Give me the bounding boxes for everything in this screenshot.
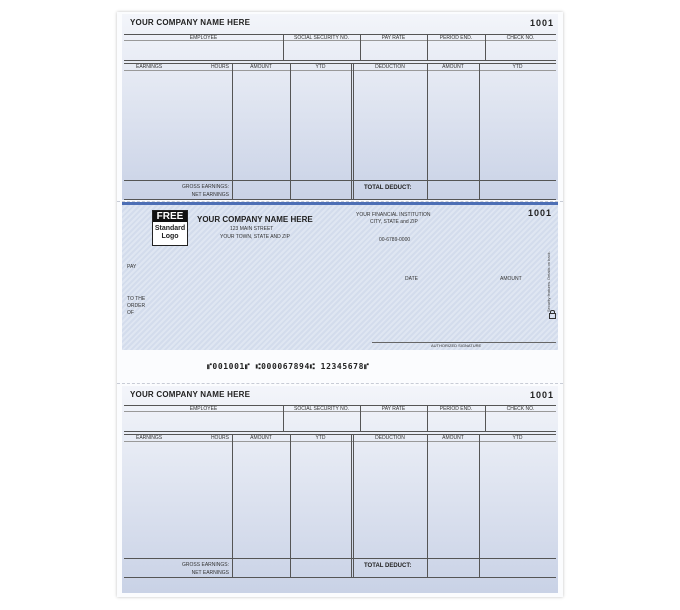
stub-check-number: 1001 [529,390,554,400]
col-deduct-ytd: YTD [512,435,523,441]
perforation [117,383,563,384]
company-street: 123 MAIN STREET [230,226,274,232]
header-check-no: CHECK NO. [506,406,535,412]
total-deduct-label: TOTAL DEDUCT: [364,563,412,569]
security-features-note: Security features. Details on back. [546,251,551,312]
divider [290,434,291,578]
col-amount: AMOUNT [250,64,272,70]
bank-city: CITY, STATE and ZIP [370,219,418,225]
stub-company-name: YOUR COMPANY NAME HERE [130,18,251,27]
col-earnings: EARNINGS [136,435,163,441]
micr-line: ⑈001001⑈ ⑆000067894⑆ 12345678⑈ [207,362,370,371]
gross-earnings-label: GROSS EARNINGS: [182,562,229,568]
divider [351,434,352,578]
check-sheet [117,12,563,597]
order-label: ORDER [127,303,146,309]
divider [290,63,291,199]
stub-check-number: 1001 [529,18,554,28]
to-the-label: TO THE [127,296,146,302]
divider [124,577,556,578]
col-deduct-ytd: YTD [512,64,523,70]
divider [124,431,556,432]
divider [479,434,480,578]
divider [232,434,233,578]
logo-line-1: Standard [154,225,186,232]
divider [232,63,233,199]
header-pay-rate: PAY RATE [381,406,406,412]
col-deduct-amount: AMOUNT [442,435,464,441]
pay-label: PAY [127,264,137,270]
col-ytd: YTD [315,64,326,70]
col-deduct-amount: AMOUNT [442,64,464,70]
divider [124,199,556,200]
amount-label: AMOUNT [500,276,522,282]
bank-name: YOUR FINANCIAL INSTITUTION [356,212,431,218]
check-number: 1001 [527,208,552,218]
col-hours: HOURS [210,435,229,441]
company-city: YOUR TOWN, STATE AND ZIP [220,234,290,240]
header-check-no: CHECK NO. [506,35,535,41]
logo-free-text: FREE [153,211,187,222]
stub-company-name: YOUR COMPANY NAME HERE [130,390,251,399]
net-earnings-label: NET EARNINGS [191,570,229,576]
check-body [122,202,558,350]
gross-earnings-label: GROSS EARNINGS: [182,184,229,190]
col-amount: AMOUNT [250,435,272,441]
date-label: DATE [405,276,418,282]
col-hours: HOURS [210,64,229,70]
col-deduction: DEDUCTION [375,435,405,441]
divider [427,63,428,199]
header-employee: EMPLOYEE [189,35,218,41]
logo-line-2: Logo [161,233,179,240]
net-earnings-label: NET EARNINGS [191,192,229,198]
divider [351,63,352,199]
divider [124,70,556,71]
routing-fraction: 00-6789-0000 [379,237,411,243]
divider [124,60,556,61]
check-security-band [122,202,558,205]
top-stub [122,14,558,200]
header-ssn: SOCIAL SECURITY NO. [293,35,349,41]
divider [427,434,428,578]
divider [353,434,354,578]
divider [479,63,480,199]
header-employee: EMPLOYEE [189,406,218,412]
divider [124,441,556,442]
total-deduct-label: TOTAL DEDUCT: [364,185,412,191]
stub-background [122,14,558,200]
header-ssn: SOCIAL SECURITY NO. [293,406,349,412]
check-company-name: YOUR COMPANY NAME HERE [197,215,313,224]
bottom-stub [122,386,558,593]
divider [353,63,354,199]
authorized-signature-label: AUTHORIZED SIGNATURE [431,343,482,348]
divider [124,558,556,559]
col-deduction: DEDUCTION [375,64,405,70]
col-ytd: YTD [315,435,326,441]
header-period-end: PERIOD END. [439,35,473,41]
header-period-end: PERIOD END. [439,406,473,412]
col-earnings: EARNINGS [136,64,163,70]
header-pay-rate: PAY RATE [381,35,406,41]
divider [124,180,556,181]
lock-icon [549,313,556,319]
of-label: OF [127,310,134,316]
free-logo-placeholder [152,210,188,246]
